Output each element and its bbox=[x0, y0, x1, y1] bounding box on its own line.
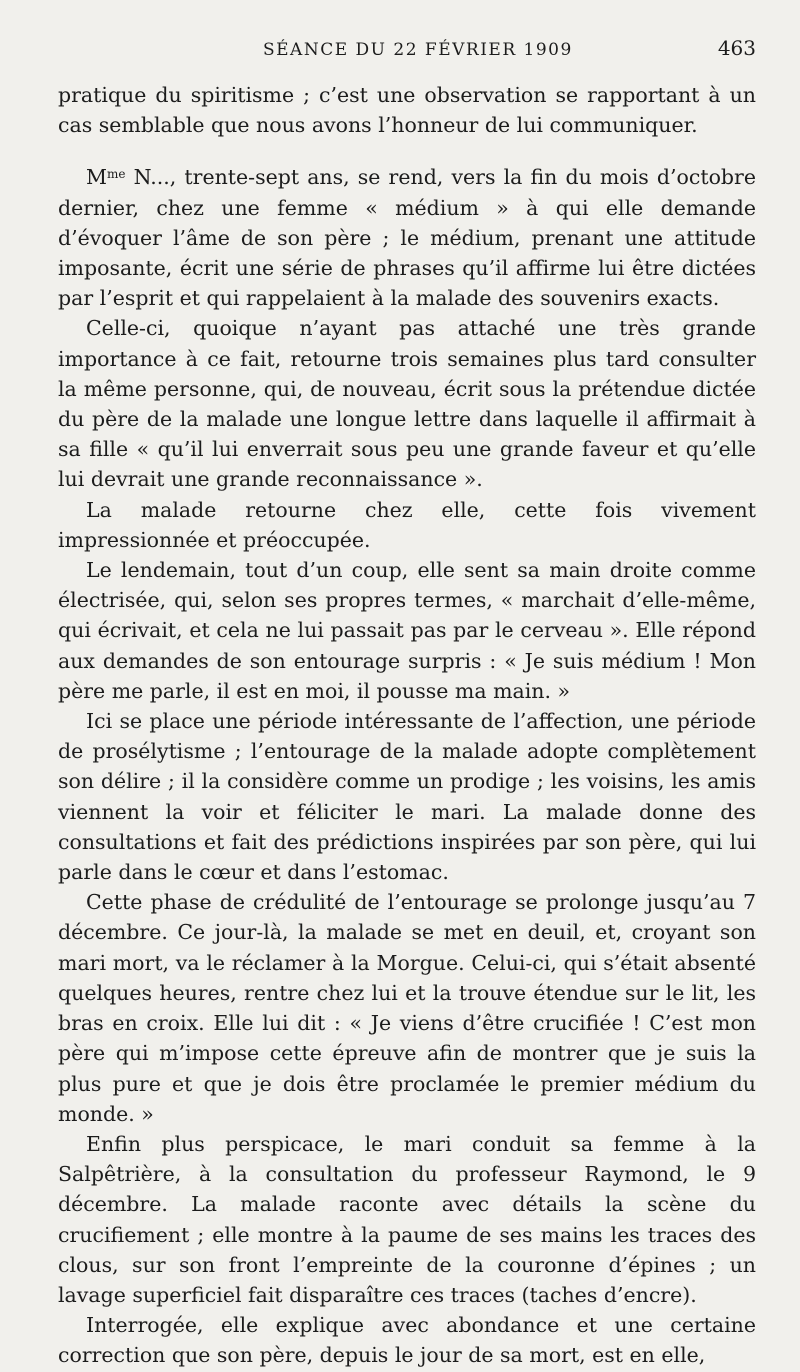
honorific: $M^{me}$ bbox=[86, 165, 126, 190]
paragraph: Ici se place une période intéressante de l’affection, une période de prosélytisme ; l’entourage de la malade adopte complètement son délire ; il la considère comme un prodige ; les voisins, les amis viennent la voir et féliciter le mari. La malade donne des consultations et fait des prédictions inspirées par son père, qui lui parle dans le cœur et dans l’estomac. bbox=[58, 709, 756, 885]
running-header bbox=[58, 36, 756, 80]
paragraph: Enfin plus perspicace, le mari conduit sa femme à la Salpêtrière, à la consultation du professeur Raymond, le 9 décembre. La malade raconte avec détails la scène du crucifiement ; elle montre à la paume de ses mains les traces des clous, sur son front l’empreinte de la couronne d’épines ; un lavage superficiel fait disparaître ces traces (taches d’encre). bbox=[58, 1131, 756, 1307]
paragraph: Celle-ci, quoique n’ayant pas attaché une très grande importance à ce fait, retourne trois semaines plus tard consulter la même personne, qui, de nouveau, écrit sous la prétendue dictée du père de la malade une longue lettre dans laquelle il affirmait à sa fille « qu’il lui enverrait sous peu une grande faveur et qu’elle lui devrait une grande reconnaissance ». bbox=[58, 316, 756, 492]
paragraph: Interrogée, elle explique avec abondance et une certaine correction que son père, depuis le jour de sa mort, est en elle, bbox=[58, 1313, 756, 1368]
paragraph: pratique du spiritisme ; c’est une observation se rapportant à un cas semblable que nous avons l’honneur de lui communiquer. bbox=[58, 83, 756, 138]
paragraph: $M^{me}$ N..., trente-sept ans, se rend, vers la fin du mois d’octobre dernier, chez une femme « médium » à qui elle demande d’évoquer l’âme de son père ; le médium, prenant une attitude imposante, écrit une série de phrases qu’il affirme lui être dictées par l’esprit et qui rappelaient à la malade des souvenirs exacts. bbox=[58, 165, 756, 311]
paragraph: Le lendemain, tout d’un coup, elle sent sa main droite comme électrisée, qui, selon ses propres termes, « marchait d’elle-même, qui écrivait, et cela ne lui passait pas par le cerveau ». Elle répond aux demandes de son entourage surpris : « Je suis médium ! Mon père me parle, il est en moi, il pousse ma main. » bbox=[58, 558, 756, 703]
paragraph: Cette phase de crédulité de l’entourage se prolonge jusqu’au 7 décembre. Ce jour-là, la malade se met en deuil, et, croyant son mari mort, va le réclamer à la Morgue. Celui-ci, qui s’était absenté quelques heures, rentre chez lui et la trouve étendue sur le lit, les bras en croix. Elle lui dit : « Je viens d’être crucifiée ! C’est mon père qui m’impose cette épreuve afin de montrer que je suis la plus pure et que je dois être proclamée le premier médium du monde. » bbox=[58, 890, 756, 1126]
running-title: SÉANCE DU 22 FÉVRIER 1909 bbox=[263, 40, 573, 60]
paragraph: La malade retourne chez elle, cette fois vivement impressionnée et préoccupée. bbox=[58, 497, 756, 552]
page-number: 463 bbox=[717, 36, 756, 60]
body-text bbox=[58, 80, 756, 1371]
